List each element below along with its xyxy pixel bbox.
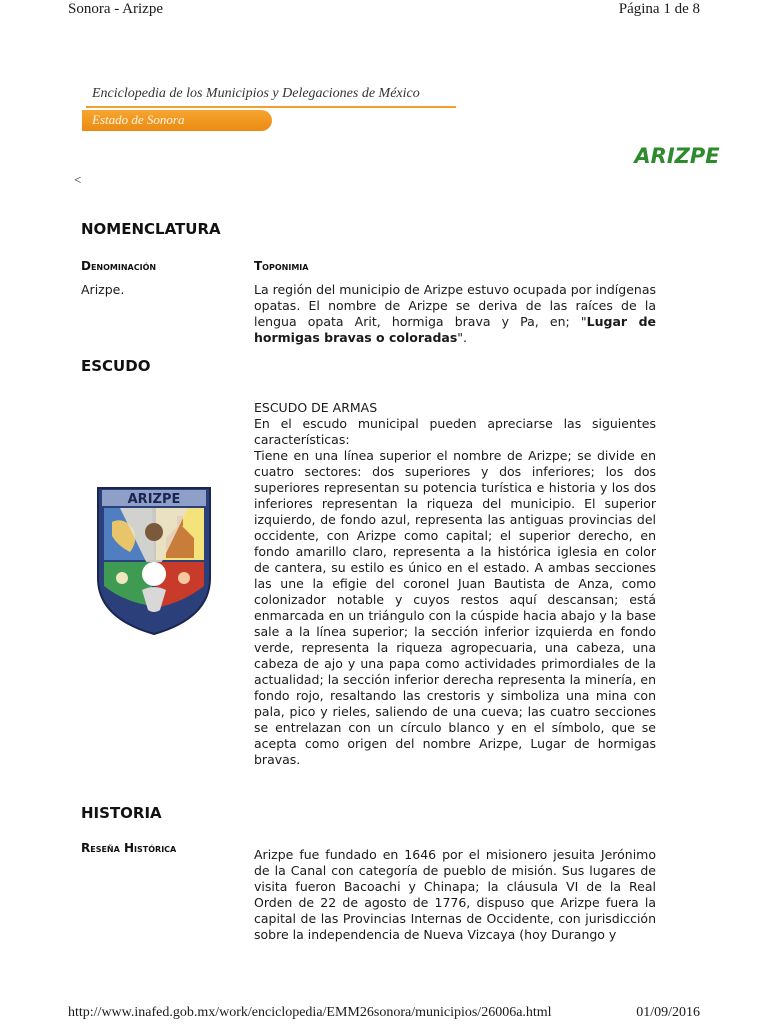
label-denominacion: Denominación [81, 259, 157, 273]
toponimia-text [254, 282, 656, 346]
stray-mark: < [74, 172, 82, 187]
section-heading-historia: HISTORIA [81, 804, 162, 822]
escudo-description [254, 400, 656, 768]
print-footer-url: http://www.inafed.gob.mx/work/enciclopedia/EMM26sonora/municipios/26006a.html [68, 1005, 552, 1020]
print-header-title: Sonora - Arizpe [68, 1, 163, 17]
escudo-intro: En el escudo municipal pueden apreciarse las siguientes características: [254, 416, 656, 447]
toponimia-end: ". [457, 330, 468, 345]
label-resena-historica: Reseña Histórica [81, 841, 177, 855]
page-title-wrap [0, 144, 735, 168]
banner-subtitle: Estado de Sonora [92, 112, 185, 127]
banner-title: Enciclopedia de los Municipios y Delegaciones de México [92, 86, 420, 101]
banner-rule [86, 106, 456, 108]
page-title: ARIZPE [634, 144, 720, 168]
historia-text: Arizpe fue fundado en 1646 por el misionero jesuita Jerónimo de la Canal con categoría de pueblo de misión. Sus lugares de visita fueron Bacoachi y Chinapa; la cláusula VI de la Real Orden de 22 de agosto de 1776, dispuso que Arizpe fuera la capital de las Provincias Internas de Occidente, con jurisdicción sobre la independencia de Nueva Vizcaya (hoy Durango y [254, 847, 656, 942]
label-toponimia: Toponimia [254, 259, 309, 273]
section-heading-escudo: ESCUDO [81, 357, 151, 375]
print-footer-date: 01/09/2016 [636, 1005, 700, 1020]
coat-of-arms-image [94, 486, 214, 636]
escudo-body: Tiene en una línea superior el nombre de Arizpe; se divide en cuatro sectores: dos superiores y dos inferiores; los dos superiores representan su potencia turística e historia y los dos inferiores representan la riqueza del municipio. El superior izquierdo, de fondo azul, representa las antiguas provincias del occidente, con Arizpe como capital; el superior derecho, en fondo amarillo claro, representa a la histórica iglesia en color de cantera, su estilo es único en el estado. A ambas secciones las une la efigie del coronel Juan Bautista de Anza, como colonizador notable y cuyos restos aquí descansan; está enmarcada en un triángulo con la cúspide hacia abajo y la base sale a la línea superior; la sección inferior izquierda en fondo verde, representa la riqueza agropecuaria, una cabeza, una cabeza de ajo y una papa como actividades primordiales de la actualidad; la sección inferior derecha representa la minería, en fondo rojo, resaltando las crestoris y simboliza una mina con pala, pico y rieles, saliendo de una cueva; las cuatro secciones se entrelazan con un círculo blanco y en el símbolo, que se acepta como origen del nombre Arizpe, Lugar de hormigas bravas. [254, 448, 656, 767]
escudo-heading-line: ESCUDO DE ARMAS [254, 400, 378, 415]
toponimia-bold: Lugar de hormigas bravas o coloradas [254, 314, 656, 345]
denominacion-value: Arizpe. [81, 282, 125, 297]
print-header-page-number: Página 1 de 8 [618, 1, 700, 17]
shield-label: ARIZPE [127, 492, 181, 507]
section-heading-nomenclatura: NOMENCLATURA [81, 220, 221, 238]
toponimia-body: La región del municipio de Arizpe estuvo ocupada por indígenas opatas. El nombre de Arizpe se deriva de las raíces de la lengua opata Arit, hormiga brava y Pa, en; " [254, 282, 656, 329]
